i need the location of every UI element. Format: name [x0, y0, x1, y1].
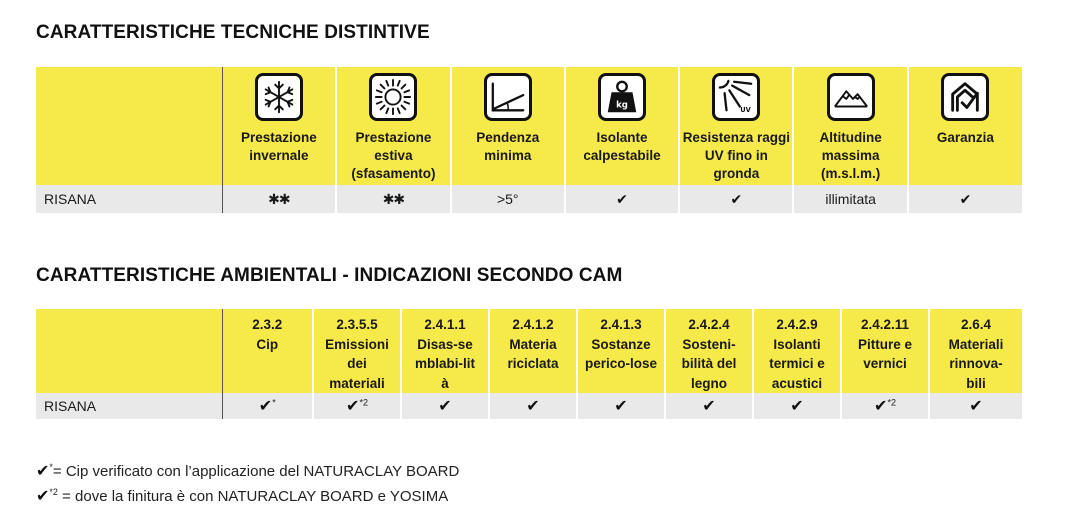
- footnote-finish: [36, 486, 448, 506]
- column-header: [577, 309, 665, 393]
- cell-value: [489, 393, 577, 419]
- environmental-header-row: [36, 309, 1022, 393]
- column-header: [222, 309, 313, 393]
- row-label: RISANA: [36, 393, 222, 419]
- column-code: 2.4.1.3: [600, 317, 642, 332]
- svg-text:UV: UV: [740, 106, 752, 115]
- footnote-ref: *2: [49, 487, 58, 497]
- uv-rays-icon: [712, 73, 760, 121]
- technical-features-table: [36, 67, 1022, 213]
- check-icon: ✔: [565, 185, 679, 213]
- check-icon: ✔: [438, 398, 452, 415]
- column-header-summer: [336, 67, 450, 185]
- column-label: Altitudine massima (m.s.l.m.): [819, 130, 882, 181]
- column-label: Isolante calpestabile: [583, 130, 661, 163]
- column-code: 2.4.1.2: [512, 317, 554, 332]
- column-header-walkable: [565, 67, 679, 185]
- mountains-icon: [827, 73, 875, 121]
- column-code: 2.3.2: [252, 317, 283, 332]
- sun-icon: [369, 73, 417, 121]
- check-icon: ✔: [679, 185, 793, 213]
- cell-value: ✱✱: [222, 185, 336, 213]
- header-empty-cell: [36, 67, 222, 185]
- technical-header-row: [36, 67, 1022, 185]
- column-label: Prestazione invernale: [241, 130, 317, 163]
- table-row: [36, 185, 1022, 213]
- column-label: Sostanze perico-lose: [584, 336, 658, 371]
- slope-icon: [484, 73, 532, 121]
- cell-value: [841, 393, 929, 419]
- section-title-technical: CARATTERISTICHE TECNICHE DISTINTIVE: [36, 22, 430, 43]
- column-header: [401, 309, 489, 393]
- house-warranty-icon: [941, 73, 989, 121]
- column-header-uv: [679, 67, 793, 185]
- column-label: Emissioni dei materiali: [325, 336, 389, 391]
- column-code: 2.4.1.1: [424, 317, 466, 332]
- column-header: [841, 309, 929, 393]
- column-header: [753, 309, 841, 393]
- svg-text:kg: kg: [616, 100, 628, 111]
- header-empty-cell: [36, 309, 222, 393]
- check-icon: ✔: [36, 488, 50, 505]
- cell-value: >5°: [451, 185, 565, 213]
- check-icon: ✔: [908, 185, 1022, 213]
- check-icon: ✔: [790, 398, 804, 415]
- section-title-environmental: CARATTERISTICHE AMBIENTALI - INDICAZIONI SECONDO CAM: [36, 265, 623, 286]
- check-icon: ✔: [614, 398, 628, 415]
- column-label: Pitture e vernici: [857, 336, 912, 371]
- column-header: [929, 309, 1022, 393]
- footnote-cip: [36, 461, 459, 481]
- footnote-ref: *2: [887, 397, 896, 408]
- check-icon: ✔: [969, 398, 983, 415]
- check-icon: ✔: [258, 398, 273, 415]
- check-icon: ✔: [874, 398, 888, 415]
- cell-value: illimitata: [793, 185, 907, 213]
- footnote-text: = dove la finitura è con NATURACLAY BOARD e YOSIMA: [57, 488, 449, 505]
- environmental-features-table: [36, 309, 1022, 419]
- weight-kg-icon: [598, 73, 646, 121]
- check-icon: ✔: [346, 398, 360, 415]
- column-header-warranty: [908, 67, 1022, 185]
- check-icon: ✔: [702, 398, 716, 415]
- cell-value: [401, 393, 489, 419]
- row-label: RISANA: [36, 185, 222, 213]
- cell-value: [577, 393, 665, 419]
- table-row: [36, 393, 1022, 419]
- column-label: Disas-semblabi-lità: [415, 336, 475, 391]
- footnote-text: = Cip verificato con l’applicazione del NATURACLAY BOARD: [52, 463, 460, 480]
- footnote-ref: *2: [359, 397, 368, 408]
- column-code: 2.4.2.4: [688, 317, 730, 332]
- column-label: Cip: [256, 336, 279, 352]
- column-code: 2.6.4: [960, 317, 992, 332]
- column-header: [665, 309, 753, 393]
- column-code: 2.4.2.9: [776, 317, 818, 332]
- column-label: Isolanti termici e acustici: [769, 336, 825, 391]
- column-label: Materia riciclata: [507, 336, 559, 371]
- column-label: Sosteni-bilità del legno: [681, 336, 737, 391]
- cell-value: [222, 393, 313, 419]
- check-icon: ✔: [526, 398, 540, 415]
- column-header-winter: [222, 67, 336, 185]
- cell-value: [753, 393, 841, 419]
- column-header: [313, 309, 401, 393]
- column-header-slope: [451, 67, 565, 185]
- column-label: Pendenza minima: [476, 130, 540, 163]
- column-code: 2.4.2.11: [860, 317, 910, 332]
- snowflake-icon: [255, 73, 303, 121]
- column-label: Prestazione estiva (sfasamento): [351, 130, 436, 181]
- cell-value: [665, 393, 753, 419]
- cell-value: [929, 393, 1022, 419]
- footnote-ref: *: [49, 462, 53, 472]
- column-label: Resistenza raggi UV fino in gronda: [682, 130, 790, 181]
- cell-value: ✱✱: [336, 185, 450, 213]
- column-header-altitude: [793, 67, 907, 185]
- column-label: Garanzia: [936, 130, 994, 145]
- column-code: 2.3.5.5: [336, 317, 378, 332]
- check-icon: ✔: [36, 463, 50, 480]
- cell-value: [313, 393, 401, 419]
- column-label: Materiali rinnova-bili: [948, 336, 1004, 391]
- column-header: [489, 309, 577, 393]
- footnote-ref: *: [272, 397, 276, 408]
